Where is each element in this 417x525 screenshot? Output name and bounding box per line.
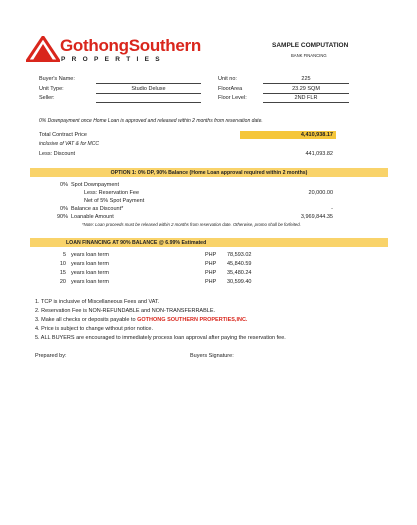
note-5: 5. ALL BUYERS are encouraged to immediately process loan approval after paying the reservation fee. — [35, 335, 286, 341]
loan-term-label: years loan term — [71, 261, 109, 267]
loan-amount: 78,593.02 — [227, 252, 252, 258]
row-percent: 0% — [60, 182, 68, 188]
loan-term-label: years loan term — [71, 279, 109, 285]
discount-label: Less: Discount — [39, 151, 76, 157]
option1-note: *Note: Loan proceeds must be released within 2 months from reservation date. Otherwise, promo shall be forfeited. — [82, 222, 301, 227]
row-label: Balance as Discount* — [71, 206, 124, 212]
loan-amount: 35,480.24 — [227, 270, 252, 276]
row-percent: 0% — [60, 206, 68, 212]
loan-amount: 30,599.40 — [227, 279, 252, 285]
loan-years: 5 — [62, 252, 66, 258]
loan-currency: PHP — [205, 252, 217, 258]
discount-value: 441,093.82 — [305, 151, 333, 157]
unit-no-value: 225 — [263, 76, 349, 84]
vat-note: inclusive of VAT & for MCC — [39, 141, 99, 147]
buyer-name-value — [96, 76, 201, 84]
row-value: 20,000.00 — [308, 190, 333, 196]
row-percent: 90% — [56, 214, 68, 220]
unit-type-label: Unit Type: — [39, 86, 64, 92]
logo-mark-icon — [26, 36, 60, 62]
prepared-by-label: Prepared by: — [35, 353, 67, 359]
option1-title: OPTION 1: 0% DP, 90% Balance (Home Loan approval required within 2 months) — [110, 169, 308, 176]
loan-years: 10 — [59, 261, 66, 267]
floor-level-value: 2ND FLR — [263, 95, 349, 103]
loan-amount: 45,840.59 — [227, 261, 252, 267]
row-label: Net of 5% Spot Payment — [84, 198, 145, 204]
loan-term-label: years loan term — [71, 270, 109, 276]
seller-label: Seller: — [39, 95, 55, 101]
floor-area-label: FloorArea — [218, 86, 243, 92]
note-3-company: GOTHONG SOUTHERN PROPERTIES,INC. — [137, 317, 248, 323]
loan-title: LOAN FINANCING AT 90% BALANCE @ 6.99% Estimated — [66, 239, 207, 246]
downpayment-note: 0% Downpayment once Home Loan is approved and released within 2 months from reservation date. — [39, 118, 263, 124]
loan-currency: PHP — [205, 261, 217, 267]
tcp-value: 4,410,938.17 — [240, 131, 336, 139]
note-3 — [35, 317, 247, 323]
loan-years: 20 — [59, 279, 66, 285]
note-2: 2. Reservation Fee is NON-REFUNDABLE and NON-TRANSFERRABLE. — [35, 308, 216, 314]
loan-term-label: years loan term — [71, 252, 109, 258]
row-label: Spot Downpayment — [71, 182, 119, 188]
option1-header — [30, 168, 388, 177]
buyer-signature-label: Buyers Signature: — [190, 353, 234, 359]
loan-header — [30, 238, 388, 247]
floor-level-label: Floor Level: — [218, 95, 247, 101]
page-title: SAMPLE COMPUTATION — [272, 42, 349, 49]
row-label: Less: Reservation Fee — [84, 190, 140, 196]
loan-currency: PHP — [205, 279, 217, 285]
seller-value — [96, 95, 201, 103]
logo-word-southern: Southern — [128, 36, 201, 55]
buyer-name-label: Buyer's Name: — [39, 76, 75, 82]
loan-currency: PHP — [205, 270, 217, 276]
note-1: 1. TCP is inclusive of Miscellaneous Fees and VAT. — [35, 299, 160, 305]
logo-word-properties: PROPERTIES — [61, 56, 166, 63]
floor-area-value: 23.29 SQM — [263, 86, 349, 94]
logo-word-gothong: Gothong — [60, 36, 129, 55]
unit-no-label: Unit no: — [218, 76, 237, 82]
page-subtitle: BANK FINANCING — [291, 53, 327, 58]
row-label: Loanable Amount — [71, 214, 114, 220]
tcp-label: Total Contract Price — [39, 132, 87, 138]
row-value: 3,969,844.35 — [300, 214, 333, 220]
note-3-text: 3. Make all checks or deposits payable to — [35, 317, 138, 323]
note-4: 4. Price is subject to change without prior notice. — [35, 326, 154, 332]
loan-years: 15 — [59, 270, 66, 276]
unit-type-value: Studio Deluxe — [96, 86, 201, 94]
row-value: - — [331, 206, 333, 212]
